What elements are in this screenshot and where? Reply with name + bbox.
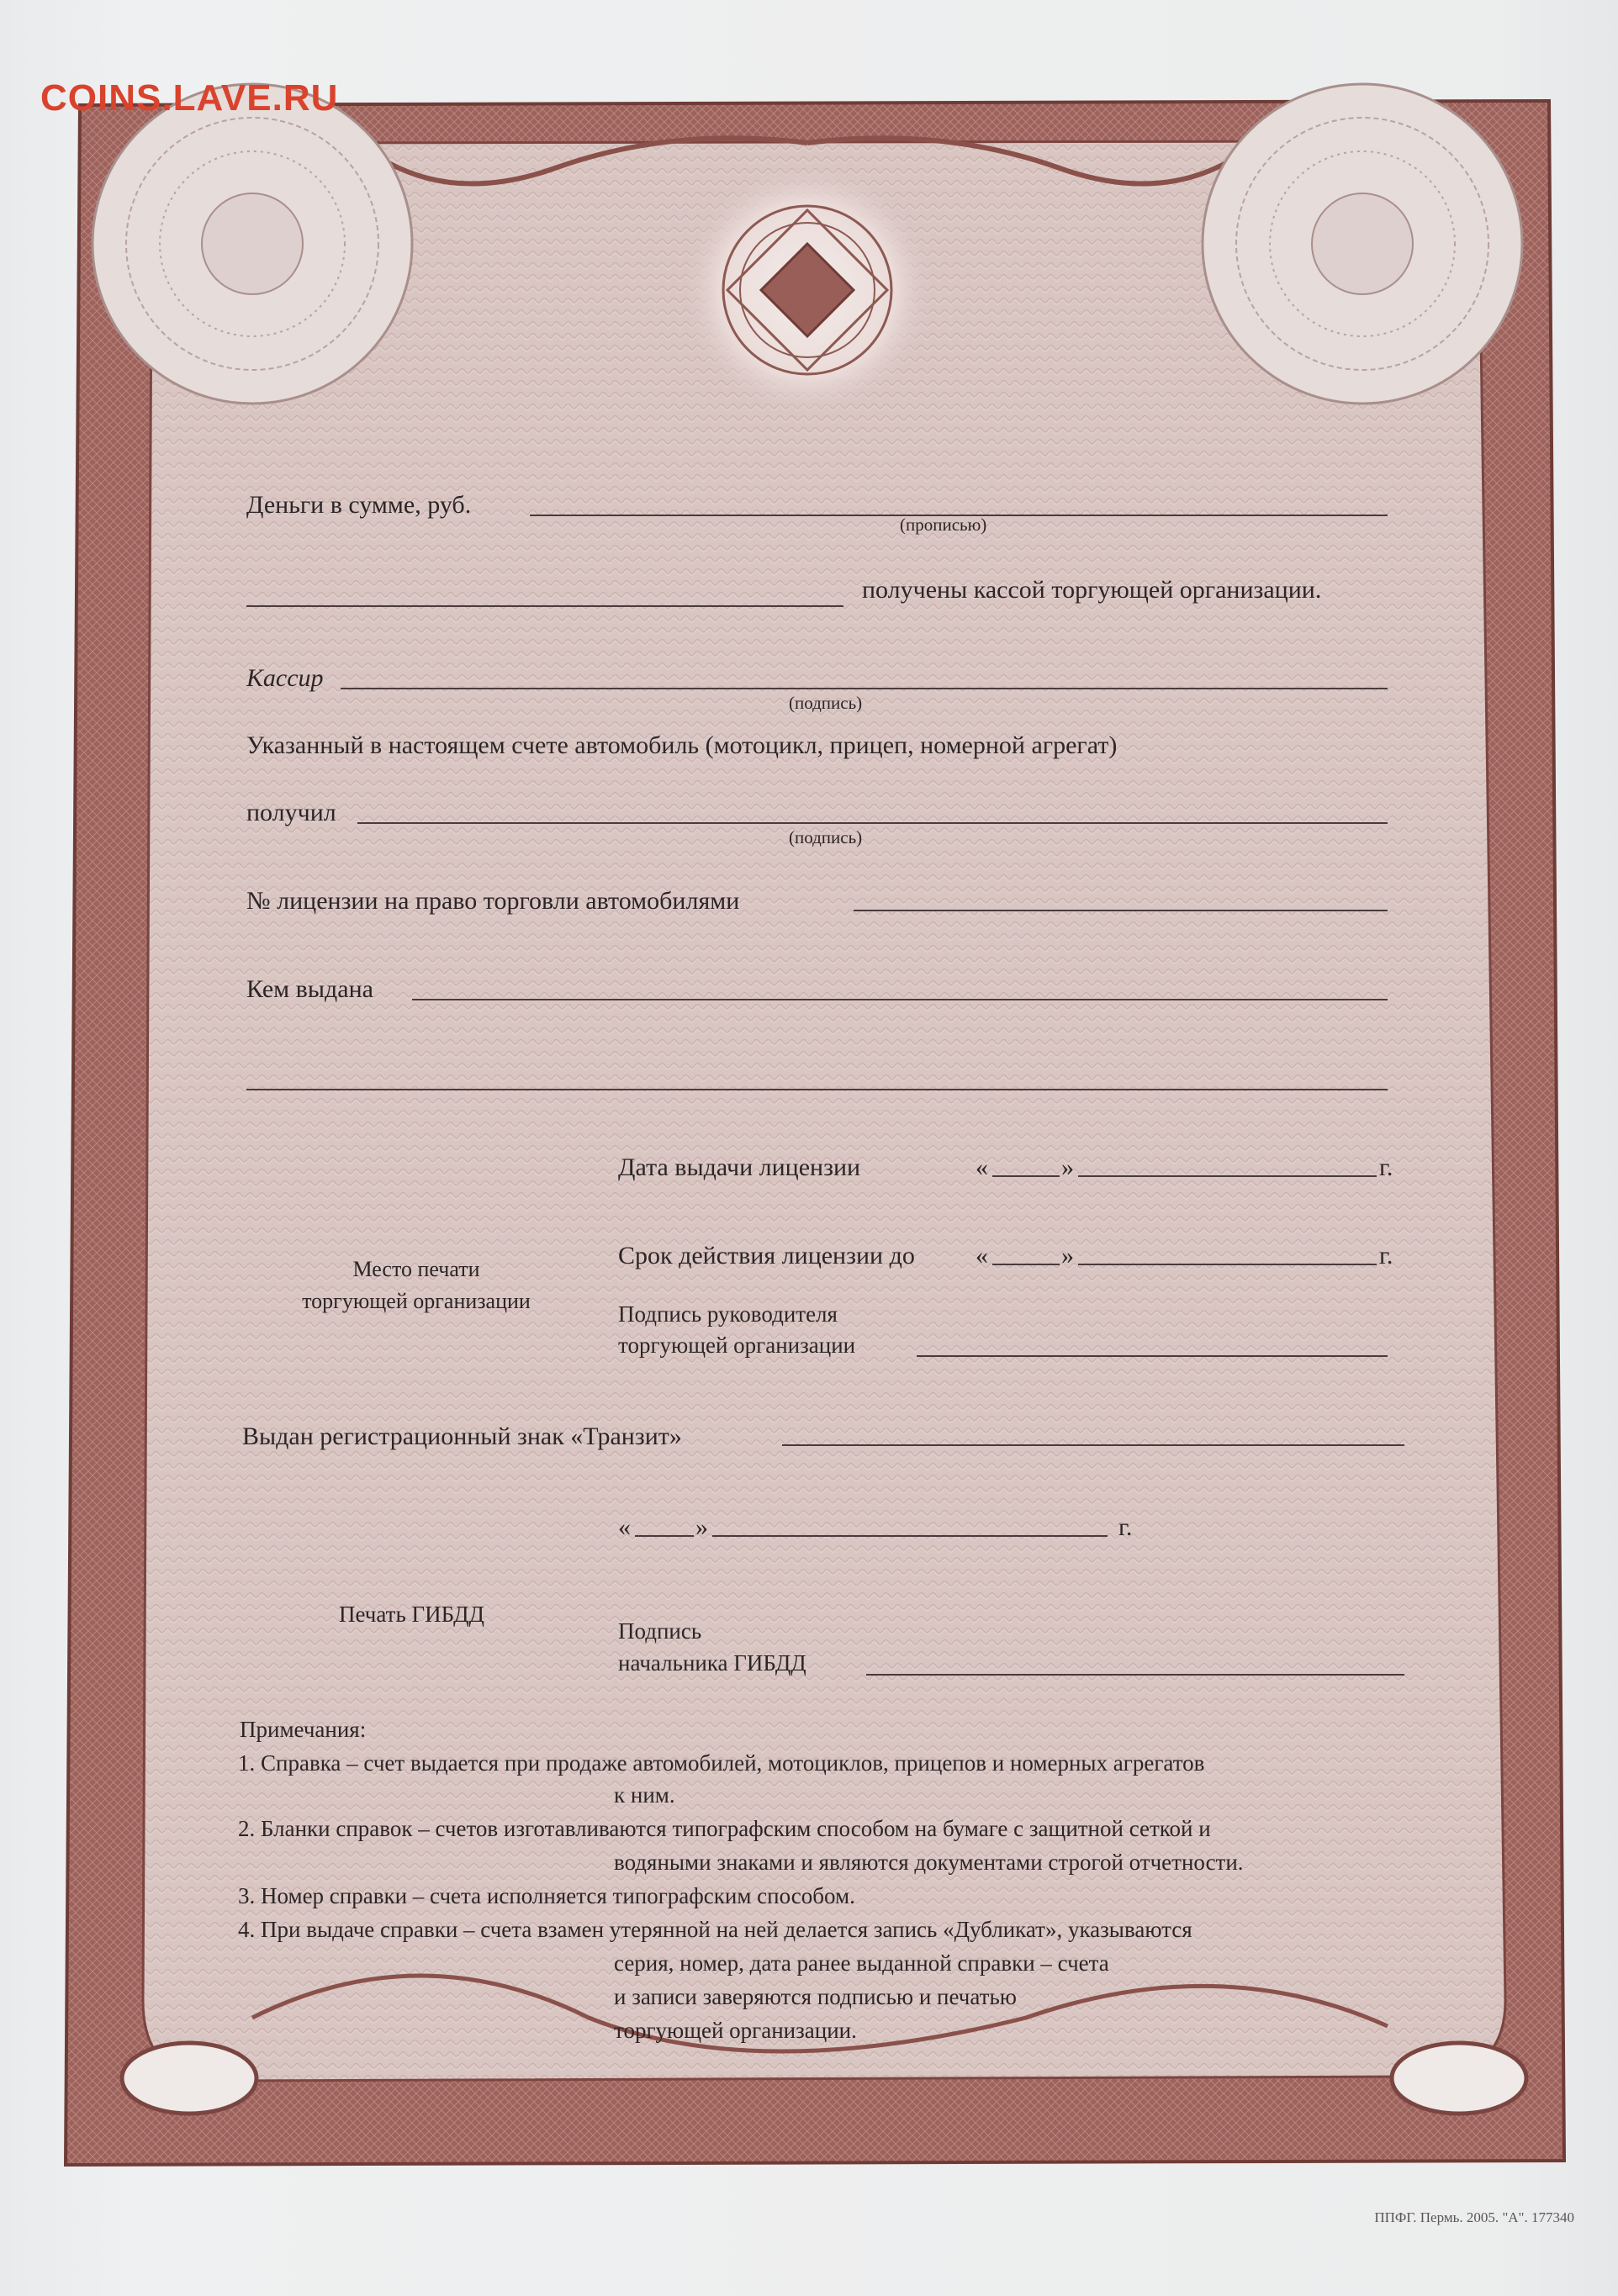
license-validity-label: Срок действия лицензии до [618, 1242, 915, 1269]
stamp-org-line2: торгующей организации [302, 1289, 531, 1313]
issued-by-field-cont[interactable] [246, 1089, 1388, 1090]
received-hint: (подпись) [789, 827, 863, 847]
issued-by-label: Кем выдана [246, 975, 373, 1003]
money-field-cont[interactable] [246, 605, 843, 607]
validity-day-field[interactable] [992, 1264, 1060, 1265]
note-2-cont: водяными знаками и являются документами строгой отчетности. [614, 1850, 1244, 1875]
license-date-year: г. [1379, 1153, 1393, 1181]
head-signature-field[interactable] [917, 1355, 1388, 1357]
cashier-hint: (подпись) [789, 693, 863, 713]
paper-inner [143, 141, 1505, 2081]
rosette-left-icon [93, 84, 412, 404]
validity-month-field[interactable] [1078, 1264, 1377, 1265]
received-label: получил [246, 799, 336, 826]
head-sign-line2: торгующей организации [618, 1333, 856, 1358]
transit-label: Выдан регистрационный знак «Транзит» [242, 1422, 682, 1450]
note-4-cont-1: серия, номер, дата ранее выданной справки – счета [614, 1950, 1109, 1976]
note-4-cont-2: и записи заверяются подписью и печатью [614, 1984, 1017, 2009]
issued-by-field[interactable] [412, 999, 1388, 1000]
license-date-label: Дата выдачи лицензии [618, 1153, 861, 1181]
transit-date-open: « [618, 1513, 631, 1541]
diamond-rosette-icon [681, 164, 933, 416]
cashier-signature-field[interactable] [341, 688, 1388, 689]
money-hint: (прописью) [900, 515, 987, 535]
license-date-month-field[interactable] [1078, 1175, 1377, 1177]
cashier-label: Кассир [246, 664, 324, 692]
license-date-open: « [976, 1153, 988, 1181]
note-4: 4. При выдаче справки – счета взамен утерянной на ней делается запись «Дубликат», указываются [238, 1917, 1192, 1942]
validity-year: г. [1379, 1242, 1393, 1269]
gibdd-sign-line1: Подпись [618, 1618, 702, 1644]
note-1-cont: к ним. [614, 1782, 675, 1808]
oval-left [122, 2043, 256, 2114]
gibdd-signature-field[interactable] [866, 1674, 1404, 1676]
stamp-org-line1: Место печати [352, 1257, 480, 1281]
license-number-field[interactable] [854, 910, 1388, 911]
received-signature-field[interactable] [357, 822, 1388, 824]
transit-date-close: » [695, 1513, 708, 1541]
head-sign-line1: Подпись руководителя [618, 1301, 838, 1327]
printer-code: ППФГ. Пермь. 2005. "А". 177340 [1374, 2209, 1574, 2225]
license-date-day-field[interactable] [992, 1175, 1060, 1177]
gibdd-sign-line2: начальника ГИБДД [618, 1650, 806, 1676]
validity-date-close: » [1061, 1242, 1074, 1269]
site-watermark: COINS.LAVE.RU [40, 77, 339, 119]
received-text: получены кассой торгующей организации. [862, 576, 1322, 604]
transit-month-field[interactable] [712, 1535, 1108, 1537]
transit-field[interactable] [782, 1444, 1404, 1446]
note-4-cont-3: торгующей организации. [614, 2018, 857, 2043]
money-label: Деньги в сумме, руб. [246, 491, 472, 519]
stamp-gibdd: Печать ГИБДД [339, 1602, 484, 1627]
transit-year: г. [1118, 1513, 1133, 1541]
vehicle-text: Указанный в настоящем счете автомобиль (мотоцикл, прицеп, номерной агрегат) [246, 731, 1118, 759]
transit-day-field[interactable] [635, 1535, 694, 1537]
note-3: 3. Номер справки – счета исполняется типографским способом. [238, 1883, 855, 1908]
rosette-right-icon [1203, 84, 1522, 404]
validity-date-open: « [976, 1242, 988, 1269]
notes-title: Примечания: [240, 1717, 367, 1742]
note-2: 2. Бланки справок – счетов изготавливаются типографским способом на бумаге с защитной сеткой и [238, 1816, 1211, 1841]
license-date-close: » [1061, 1153, 1074, 1181]
note-1: 1. Справка – счет выдается при продаже автомобилей, мотоциклов, прицепов и номерных агрегатов [238, 1750, 1205, 1776]
license-label: № лицензии на право торговли автомобилями [246, 887, 740, 915]
oval-right [1392, 2043, 1526, 2114]
